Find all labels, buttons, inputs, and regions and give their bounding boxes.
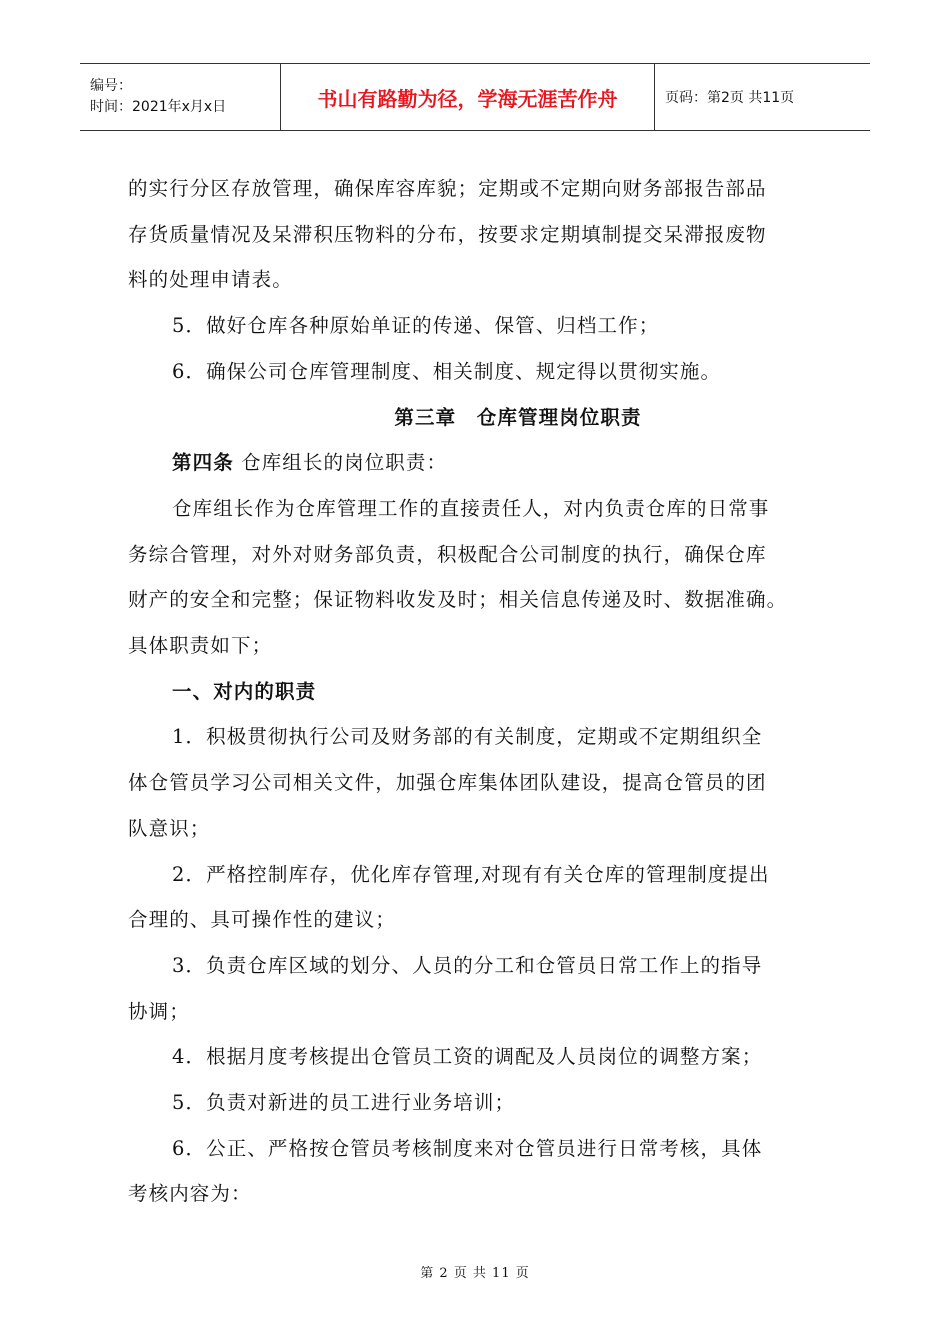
article-label: 第四条 <box>172 451 234 475</box>
duty-3-line: 协调； <box>128 999 190 1023</box>
duty-4: 4．根据月度考核提出仓管员工资的调配及人员岗位的调整方案； <box>172 1045 763 1069</box>
document-body <box>128 166 838 1217</box>
duty-2-line: 2．严格控制库存，优化库存管理,对现有有关仓库的管理制度提出 <box>172 862 770 886</box>
page-footer: 第 2 页 共 11 页 <box>420 1266 530 1281</box>
paragraph-line: 仓库组长作为仓库管理工作的直接责任人，对内负责仓库的日常事 <box>172 496 770 520</box>
duty-2-line: 合理的、具可操作性的建议； <box>128 908 396 932</box>
page-header <box>80 63 870 131</box>
list-item-6: 6．确保公司仓库管理制度、相关制度、规定得以贯彻实施。 <box>172 359 722 383</box>
duty-1-line: 队意识； <box>128 816 211 840</box>
article-heading <box>128 440 838 486</box>
header-meta <box>80 64 281 130</box>
duty-1-line: 1．积极贯彻执行公司及财务部的有关制度，定期或不定期组织全 <box>172 725 763 749</box>
list-item-5: 5．做好仓库各种原始单证的传递、保管、归档工作； <box>172 314 660 338</box>
duty-5: 5．负责对新进的员工进行业务培训； <box>172 1091 516 1115</box>
duty-6-line: 考核内容为： <box>128 1182 252 1206</box>
paragraph-line: 务综合管理，对外对财务部负责，积极配合公司制度的执行，确保仓库 <box>128 542 767 566</box>
duty-6-line: 6．公正、严格按仓管员考核制度来对仓管员进行日常考核，具体 <box>172 1136 763 1160</box>
body-line: 的实行分区存放管理，确保库容库貌；定期或不定期向财务部报告部品 <box>128 177 767 200</box>
document-number-label: 编号： <box>90 78 132 94</box>
article-text: 仓库组长的岗位职责： <box>233 451 448 475</box>
section-title: 一、对内的职责 <box>172 679 317 703</box>
document-date: 时间：2021年x月x日 <box>90 99 227 115</box>
duty-3-line: 3．负责仓库区域的划分、人员的分工和仓管员日常工作上的指导 <box>172 953 763 977</box>
paragraph-line: 具体职责如下； <box>128 634 273 658</box>
header-page-info: 页码：第2页 共11页 <box>665 90 795 106</box>
body-line: 存货质量情况及呆滞积压物料的分布，按要求定期填制提交呆滞报废物 <box>128 222 767 246</box>
duty-1-line: 体仓管员学习公司相关文件，加强仓库集体团队建设，提高仓管员的团 <box>128 771 767 795</box>
body-line: 料的处理申请表。 <box>128 268 293 292</box>
paragraph-line: 财产的安全和完整；保证物料收发及时；相关信息传递及时、数据准确。 <box>128 588 788 612</box>
chapter-title: 第三章 仓库管理岗位职责 <box>394 405 642 429</box>
header-motto: 书山有路勤为径，学海无涯苦作舟 <box>281 64 655 130</box>
